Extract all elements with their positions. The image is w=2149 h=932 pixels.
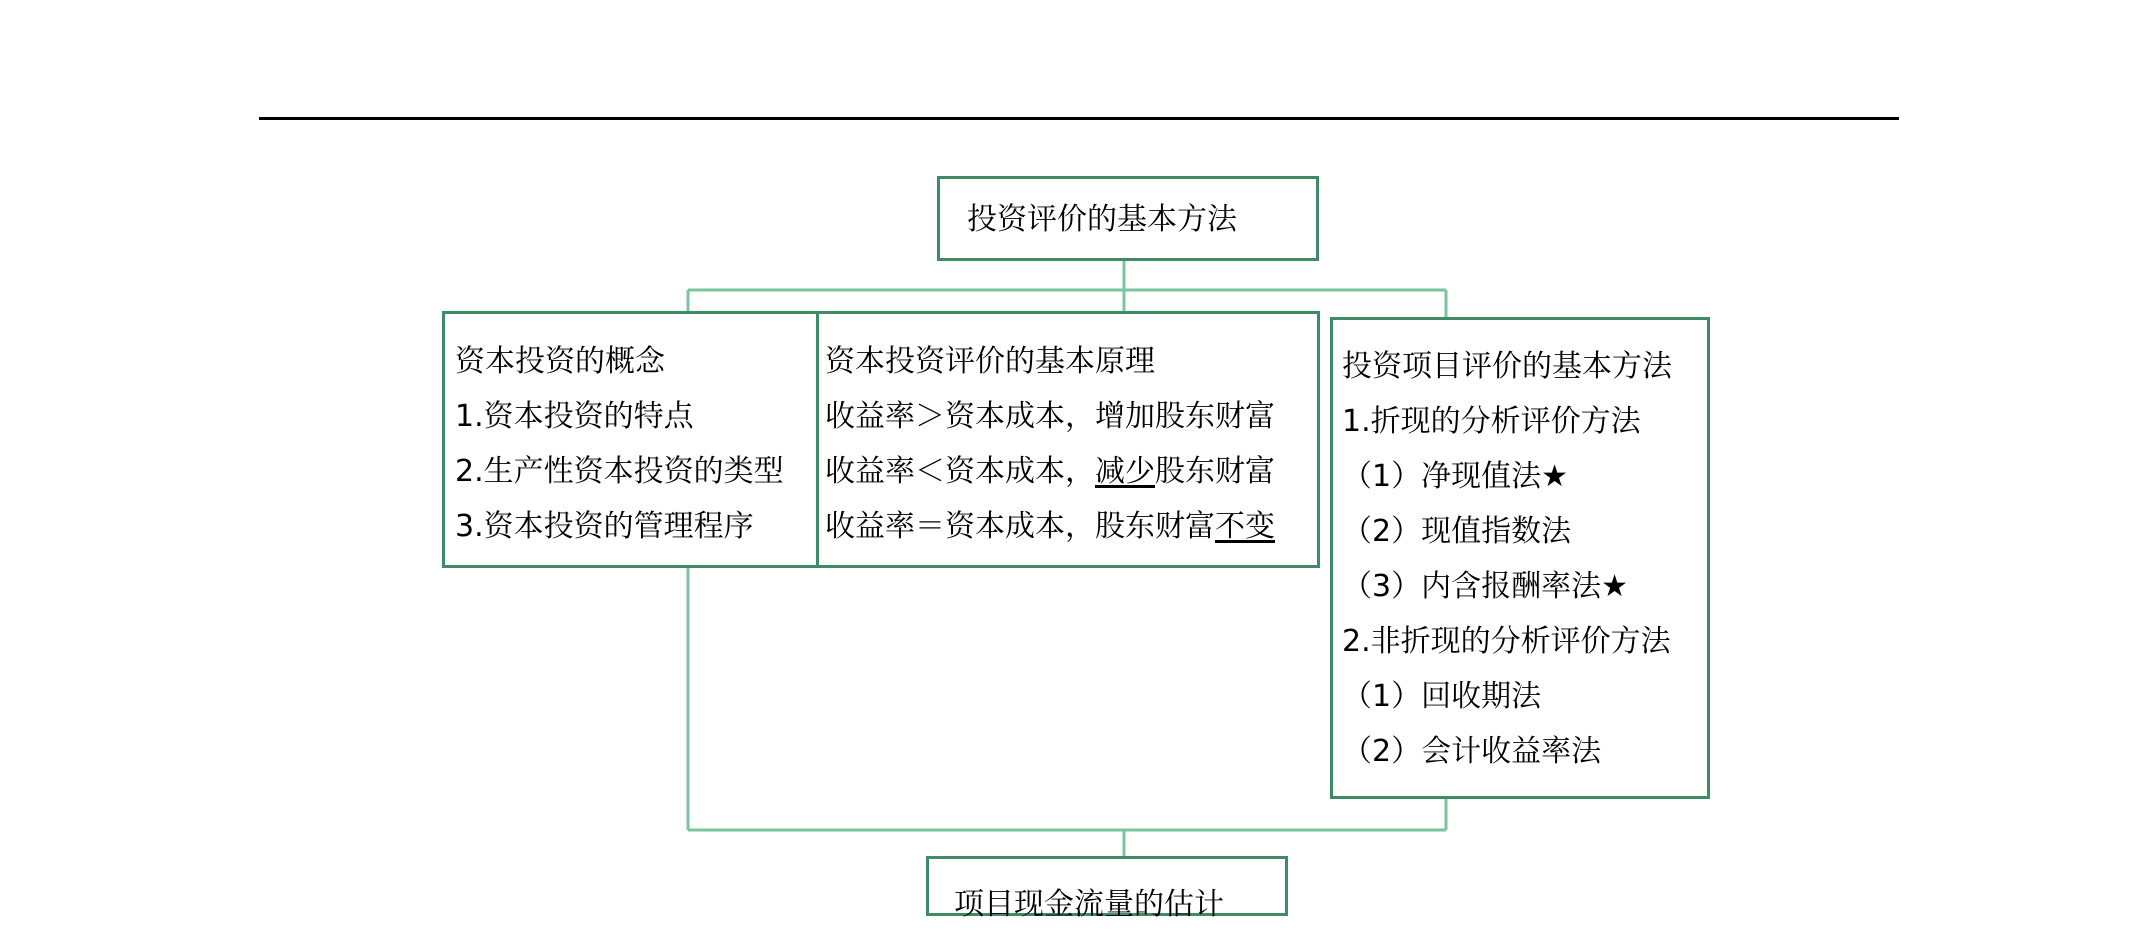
bottom-node (926, 856, 1288, 922)
methods-item: （2）现值指数法 (1342, 514, 1572, 549)
concept-item: 1.资本投资的特点 (455, 399, 694, 434)
concept-item: 2.生产性资本投资的类型 (455, 454, 784, 489)
principle-node-title: 资本投资评价的基本原理 (825, 344, 1155, 379)
concept-node-title: 资本投资的概念 (455, 344, 665, 379)
underlined-text: 减少 (1095, 454, 1155, 489)
bottom-node-title: 项目现金流量的估计 (954, 887, 1224, 922)
principle-row: 收益率＜资本成本，减少股东财富 (825, 454, 1275, 489)
concept-item: 3.资本投资的管理程序 (455, 509, 754, 544)
methods-item: （1）净现值法★ (1342, 459, 1568, 494)
methods-item: （3）内含报酬率法★ (1342, 569, 1628, 604)
top-node-title: 投资评价的基本方法 (967, 202, 1237, 237)
methods-item: （1）回收期法 (1342, 679, 1542, 714)
principle-row: 收益率＞资本成本，增加股东财富 (825, 399, 1275, 434)
principle-row: 收益率＝资本成本，股东财富不变 (825, 509, 1275, 544)
concept-node (442, 311, 820, 568)
top-node (937, 176, 1319, 261)
methods-node (1330, 317, 1710, 799)
methods-item: （2）会计收益率法 (1342, 734, 1602, 769)
principle-node (816, 311, 1320, 568)
underlined-text: 不变 (1215, 509, 1275, 544)
methods-item: 2.非折现的分析评价方法 (1342, 624, 1671, 659)
methods-node-title: 投资项目评价的基本方法 (1342, 349, 1672, 384)
methods-item: 1.折现的分析评价方法 (1342, 404, 1641, 439)
